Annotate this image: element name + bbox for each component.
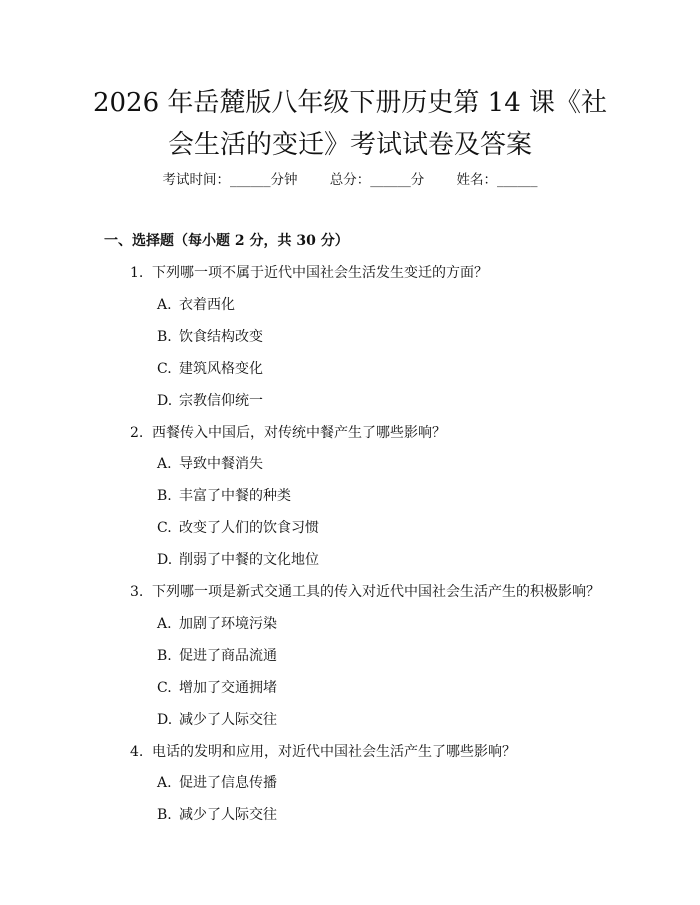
option-letter: B. (157, 807, 172, 824)
question-number: 4. (130, 743, 144, 760)
question-number: 3. (130, 584, 144, 600)
exam-time-field: 考试时间：______分钟 (162, 172, 298, 188)
option-1-d (157, 390, 263, 410)
exam-title (40, 82, 660, 166)
option-letter: B. (157, 647, 172, 664)
question-1 (130, 262, 488, 282)
option-letter: D. (157, 552, 173, 569)
option-3-c (157, 677, 277, 697)
question-number: 2. (130, 424, 144, 441)
option-text: 饮食结构改变 (179, 328, 263, 345)
option-letter: C. (157, 360, 172, 377)
option-1-a (157, 294, 235, 314)
exam-meta (0, 168, 700, 188)
option-text: 促进了商品流通 (179, 647, 277, 664)
question-4 (130, 741, 516, 761)
option-text: 丰富了中餐的种类 (179, 488, 291, 505)
question-text: 电话的发明和应用，对近代中国社会生活产生了哪些影响？ (152, 743, 516, 760)
question-2 (130, 422, 446, 442)
option-4-b (157, 804, 277, 824)
option-2-a (157, 453, 263, 473)
option-letter: A. (157, 456, 172, 473)
option-letter: A. (157, 775, 172, 792)
exam-title-line-1: 2026 年岳麓版八年级下册历史第 14 课《社 (92, 88, 608, 118)
option-2-b (157, 485, 291, 505)
option-1-b (157, 326, 263, 346)
option-text: 减少了人际交往 (179, 807, 277, 824)
option-letter: C. (157, 520, 172, 537)
option-3-a (157, 613, 277, 633)
option-letter: A. (157, 615, 172, 632)
total-score-field: 总分：______分 (329, 172, 425, 188)
option-text: 增加了交通拥堵 (179, 679, 277, 696)
option-letter: B. (157, 488, 172, 505)
option-letter: B. (157, 328, 172, 345)
option-text: 宗教信仰统一 (179, 392, 263, 409)
question-text: 下列哪一项不属于近代中国社会生活发生变迁的方面？ (152, 265, 488, 281)
option-2-d (157, 549, 319, 569)
option-text: 导致中餐消失 (179, 456, 263, 473)
option-1-c (157, 358, 263, 378)
option-letter: A. (157, 296, 172, 313)
option-letter: D. (157, 392, 173, 409)
option-text: 减少了人际交往 (179, 711, 277, 728)
option-3-b (157, 645, 277, 665)
question-3 (130, 581, 600, 601)
option-text: 改变了人们的饮食习惯 (179, 520, 319, 537)
question-text: 下列哪一项是新式交通工具的传入对近代中国社会生活产生的积极影响？ (152, 584, 600, 600)
question-text: 西餐传入中国后，对传统中餐产生了哪些影响？ (152, 424, 446, 441)
option-3-d (157, 709, 277, 729)
student-name-field: 姓名：______ (456, 172, 538, 188)
option-4-a (157, 772, 277, 792)
option-text: 促进了信息传播 (179, 775, 277, 792)
section-heading-multiple-choice: 一、选择题（每小题 2 分，共 30 分） (104, 233, 349, 249)
option-text: 衣着西化 (179, 296, 235, 313)
option-text: 削弱了中餐的文化地位 (179, 552, 319, 569)
option-text: 加剧了环境污染 (179, 615, 277, 632)
option-letter: D. (157, 711, 173, 728)
option-2-c (157, 517, 319, 537)
exam-title-line-2: 会生活的变迁》考试试卷及答案 (167, 130, 532, 160)
option-text: 建筑风格变化 (179, 360, 263, 377)
option-letter: C. (157, 679, 172, 696)
question-number: 1. (130, 265, 144, 281)
